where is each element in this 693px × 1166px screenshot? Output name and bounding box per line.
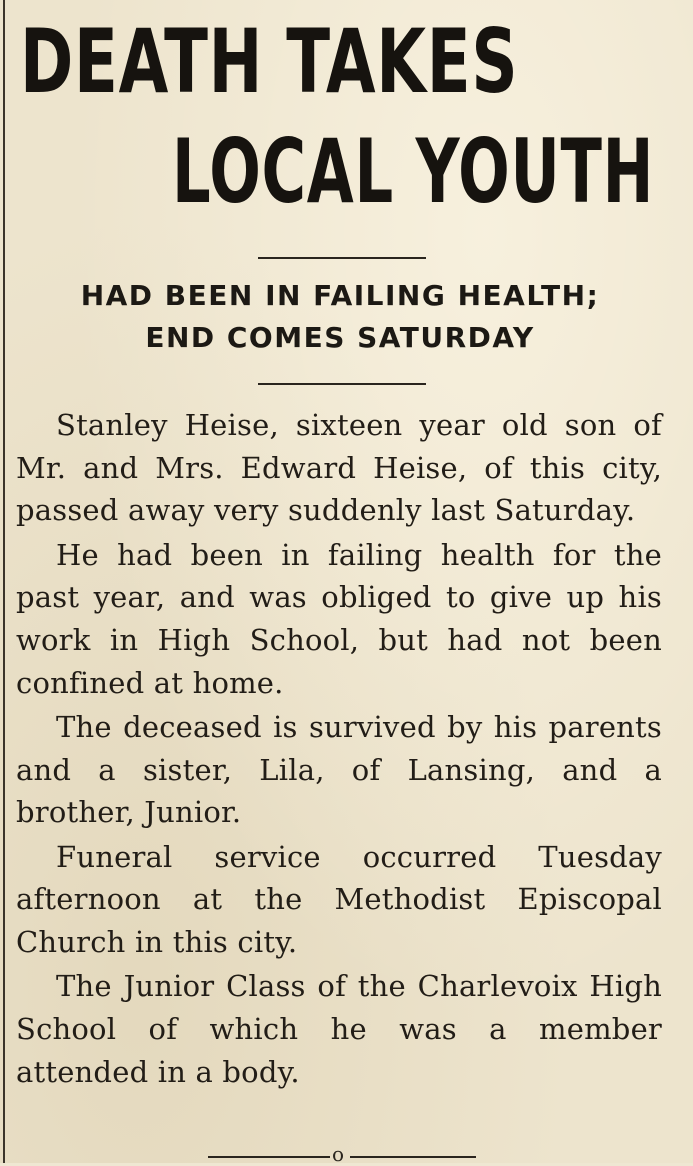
column-divider [3, 0, 5, 1163]
article-paragraph: The deceased is survived by his parents and a sister, Lila, of Lansing, and a brother, Junior. [16, 709, 662, 830]
end-mark: o [332, 1142, 345, 1166]
article-paragraph: He had been in failing health for the past year, and was obliged to give up his work in High School, but had not been confined at home. [16, 537, 662, 700]
article-body [16, 404, 662, 1095]
subheadline-divider [258, 383, 426, 385]
article-paragraph: Funeral service occurred Tuesday afternoon at the Methodist Episcopal Church in this city. [16, 839, 662, 959]
subheadline-line-1: HAD BEEN IN FAILING HEALTH; [80, 279, 600, 312]
article-paragraph: The Junior Class of the Charlevoix High School of which he was a member attended in a body. [16, 969, 662, 1089]
end-rule-left [208, 1156, 330, 1158]
headline-line-2: LOCAL YOUTH [172, 120, 655, 223]
end-rule-right [350, 1156, 476, 1158]
article-paragraph: Stanley Heise, sixteen year old son of Mr. and Mrs. Edward Heise, of this city, passed away very suddenly last Saturday. [16, 408, 662, 528]
subheadline-line-2: END COMES SATURDAY [145, 321, 535, 354]
headline-line-1: DEATH TAKES [20, 10, 519, 113]
headline-divider [258, 257, 426, 259]
